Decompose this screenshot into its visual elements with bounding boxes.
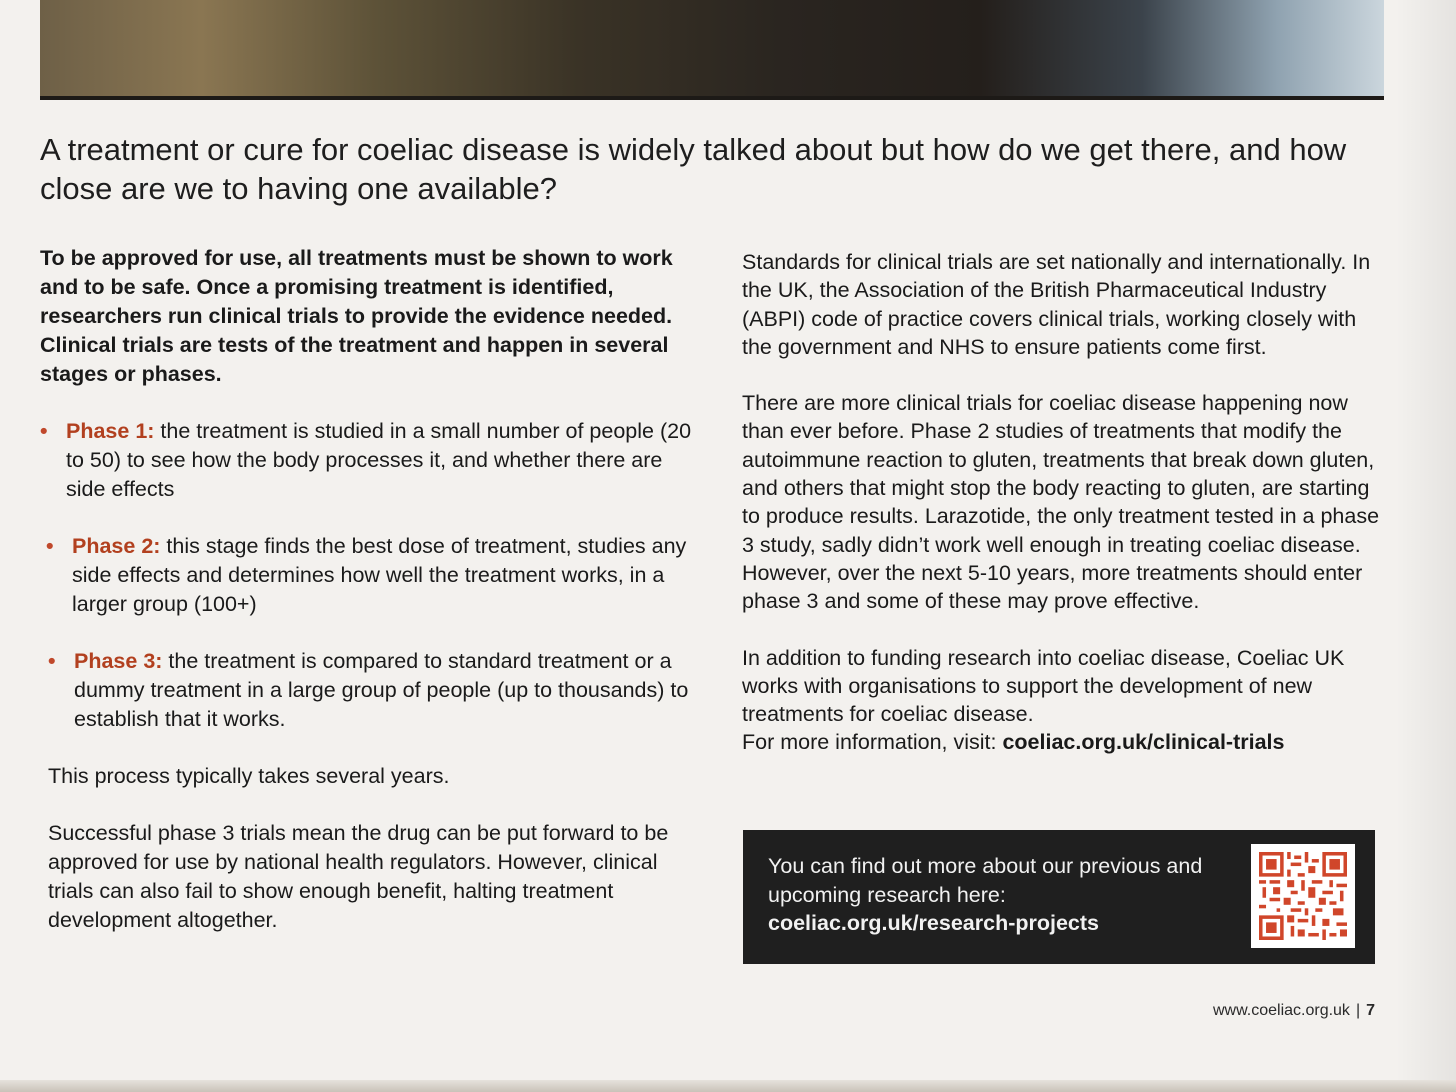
- page-shadow: [1396, 0, 1456, 1092]
- phase-description: the treatment is compared to standard treatment or a dummy treatment in a large group of people (up to thousands) to establish that it works.: [74, 649, 689, 731]
- phase-label: Phase 3:: [74, 649, 163, 673]
- right-column: [742, 248, 1382, 785]
- phase-item-2: [46, 532, 705, 619]
- phase-description: the treatment is studied in a small number of people (20 to 50) to see how the body processes it, and whether there are side effects: [66, 419, 692, 501]
- qr-code-graphic: [1259, 852, 1347, 940]
- more-info-prefix: For more information, visit:: [742, 730, 1003, 755]
- phase-label: Phase 1:: [66, 419, 155, 443]
- callout-text: You can find out more about our previous and upcoming research here:: [768, 854, 1203, 907]
- research-callout-box: [743, 830, 1375, 964]
- phase-list: [40, 417, 705, 734]
- conclusion-paragraph: Successful phase 3 trials mean the drug can be put forward to be approved for use by national health regulators. However, clinical trials can also fail to show enough benefit, halting treatment development altogether.: [48, 821, 669, 932]
- phase-description: this stage finds the best dose of treatment, studies any side effects and determines how well the treatment works, in a larger group (100+): [72, 534, 687, 616]
- research-projects-link[interactable]: coeliac.org.uk/research-projects: [768, 911, 1100, 935]
- page-number: 7: [1366, 1002, 1375, 1019]
- bullet-icon: •: [46, 534, 54, 558]
- process-note: This process typically takes several years.: [48, 764, 450, 788]
- bullet-icon: •: [48, 649, 56, 673]
- header-photo: [40, 0, 1384, 100]
- funding-text: In addition to funding research into coeliac disease, Coeliac UK works with organisations to support the development of new treatments for coeliac disease.: [742, 645, 1345, 727]
- left-column: [40, 244, 705, 963]
- callout-text-block: [768, 852, 1228, 938]
- page-headline: A treatment or cure for coeliac disease is widely talked about but how do we get there, and how close are we to having one available?: [40, 132, 1347, 206]
- phase-item-1: [40, 417, 705, 504]
- standards-paragraph: Standards for clinical trials are set nationally and internationally. In the UK, the Association of the British Pharmaceutical Industry (ABPI) code of practice covers clinical trials, working closely with the government and NHS to ensure patients come first.: [742, 250, 1371, 359]
- current-trials-paragraph: There are more clinical trials for coeliac disease happening now than ever before. Phase 2 studies of treatments that modify the autoimmune reaction to gluten, treatments that break down gluten, and others that might stop the body reacting to gluten, are starting to produce results. Larazotide, the only treatment tested in a phase 3 study, sadly didn’t work well enough in treating coeliac disease. However, over the next 5-10 years, more treatments should enter phase 3 and some of these may prove effective.: [742, 391, 1380, 614]
- page-bottom-edge: [0, 1080, 1456, 1092]
- intro-paragraph: To be approved for use, all treatments must be shown to work and to be safe. Once a promising treatment is identified, researchers run clinical trials to provide the evidence needed. Clinical trials are tests of the treatment and happen in several stages or phases.: [40, 246, 673, 386]
- clinical-trials-link[interactable]: coeliac.org.uk/clinical-trials: [1002, 730, 1285, 755]
- page-footer: [1150, 1002, 1375, 1020]
- qr-code-icon[interactable]: [1251, 844, 1355, 948]
- bullet-icon: •: [40, 419, 48, 443]
- phase-label: Phase 2:: [72, 534, 161, 558]
- footer-separator: |: [1355, 1002, 1361, 1019]
- footer-url[interactable]: www.coeliac.org.uk: [1212, 1002, 1350, 1019]
- funding-paragraph: [742, 644, 1382, 757]
- phase-item-3: [48, 647, 705, 734]
